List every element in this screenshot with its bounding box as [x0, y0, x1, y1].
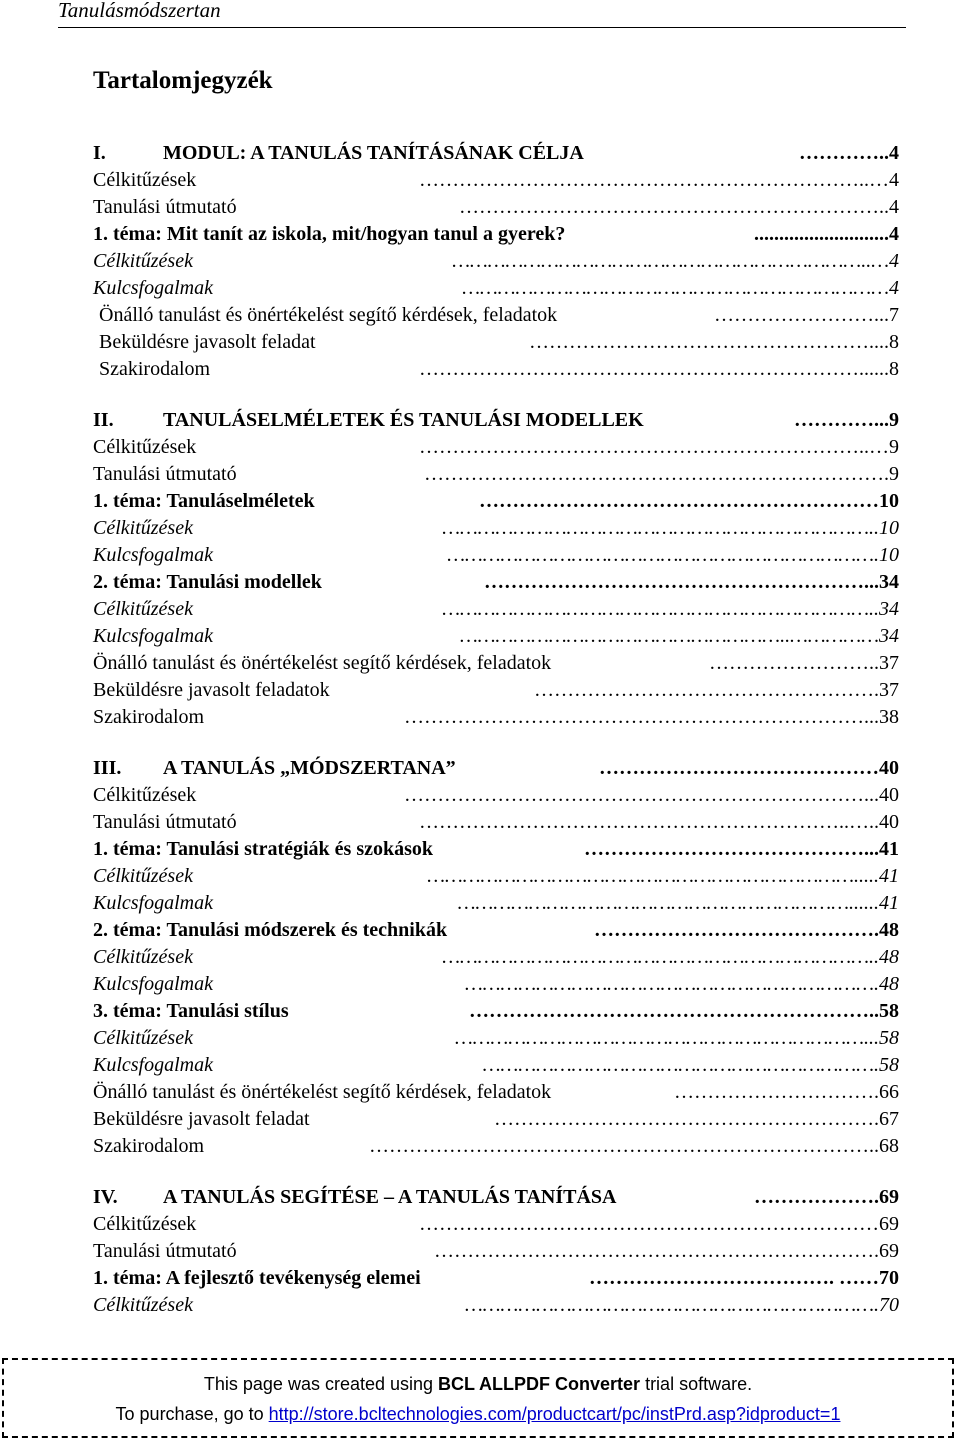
toc-page-number: 48: [879, 946, 899, 968]
toc-page-number: 68: [879, 1135, 899, 1157]
toc-entry[interactable]: [93, 1025, 899, 1052]
toc-entry-label: [93, 944, 193, 971]
toc-page-number: 8: [889, 331, 899, 353]
toc-page-number: 70: [879, 1294, 899, 1316]
toc-page-number: 40: [879, 811, 899, 833]
toc-entry-label: [93, 407, 644, 434]
toc-module-number: IV.: [93, 1186, 118, 1208]
toc-entry-text: Beküldésre javasolt feladat: [93, 1108, 310, 1130]
toc-leader-dots: …………………………………………………………......: [419, 358, 889, 380]
toc-topic-entry[interactable]: [93, 1265, 899, 1292]
toc-leader-dots: …………………………………………………………..…: [419, 169, 889, 191]
toc-leader-dots: ………………………………………………….: [494, 1108, 879, 1130]
toc-entry-text: Tanulási útmutató: [93, 463, 237, 485]
toc-page-number: 41: [879, 892, 899, 914]
toc-entry-text: Célkitűzések: [93, 1294, 193, 1316]
trial-banner: [2, 1358, 954, 1438]
toc-entry[interactable]: [93, 1211, 899, 1238]
toc-entry-label: [93, 1133, 204, 1160]
toc-page-number: 69: [879, 1186, 899, 1208]
toc-entry-text: Szakirodalom: [99, 358, 211, 380]
toc-entry-label: [93, 809, 237, 836]
toc-leader-dots: ……………………………………………………………….: [447, 544, 879, 566]
toc-entry[interactable]: [93, 596, 899, 623]
toc-page-number: 58: [879, 1000, 899, 1022]
toc-entry-text: MODUL: A TANULÁS TANÍTÁSÁNAK CÉLJA: [163, 142, 584, 164]
toc-entry-label: [93, 515, 193, 542]
toc-page-number: 69: [879, 1240, 899, 1262]
toc-entry-label: [93, 677, 330, 704]
purchase-prefix: To purchase, go to: [115, 1404, 269, 1424]
toc-entry-text: Tanulási útmutató: [93, 811, 237, 833]
toc-entry-label: [93, 650, 551, 677]
toc-entry-text: Kulcsfogalmak: [93, 892, 213, 914]
toc-entry-text: 3. téma: Tanulási stílus: [93, 1000, 289, 1022]
toc-leader-dots: …………………………………………………………….: [464, 973, 879, 995]
toc-leader-dots: …………………………………………………………………..: [369, 1135, 879, 1157]
toc-leader-dots: ……………………………………………………………..…: [452, 250, 889, 272]
toc-leader-dots: ………….: [794, 409, 879, 431]
toc-entry-label: [93, 1265, 421, 1292]
trial-banner-line1: [4, 1374, 952, 1395]
toc-entry-label: [93, 248, 193, 275]
toc-leader-dots: ……………………………………: [599, 757, 879, 779]
toc-page-number: 67: [879, 1108, 899, 1130]
toc-leader-dots: …………………………………….: [594, 919, 879, 941]
toc-entry-text: Önálló tanulást és önértékelést segítő kérdések, feladatok: [99, 304, 558, 326]
table-of-contents: [93, 140, 899, 1319]
toc-leader-dots: ………………………………………………………………..: [442, 598, 879, 620]
header-rule: [58, 27, 906, 28]
toc-entry-label: [93, 302, 557, 329]
toc-page-number: 38: [879, 706, 899, 728]
toc-entry-label: [93, 971, 213, 998]
toc-entry-text: Célkitűzések: [93, 436, 197, 458]
toc-entry[interactable]: [93, 329, 899, 356]
toc-leader-dots: ……………….: [754, 1186, 879, 1208]
toc-leader-dots: ……………………...: [714, 304, 889, 326]
toc-entry-label: [93, 356, 210, 383]
toc-entry-text: Kulcsfogalmak: [93, 1054, 213, 1076]
toc-topic-entry[interactable]: [93, 488, 899, 515]
toc-entry[interactable]: [93, 1238, 899, 1265]
toc-leader-dots: ……………………………………………....: [529, 331, 889, 353]
toc-entry-text: Célkitűzések: [93, 946, 193, 968]
toc-entry-label: [93, 917, 447, 944]
toc-page-number: 37: [879, 679, 899, 701]
toc-entry[interactable]: [93, 461, 899, 488]
toc-entry-text: Beküldésre javasolt feladat: [99, 331, 316, 353]
toc-entry-text: Célkitűzések: [93, 598, 193, 620]
toc-entry-text: Beküldésre javasolt feladatok: [93, 679, 330, 701]
toc-module-number: I.: [93, 142, 106, 164]
toc-leader-dots: …………………………………………….: [534, 679, 879, 701]
toc-entry-label: [93, 542, 213, 569]
toc-page-number: 10: [879, 544, 899, 566]
toc-page-number: 66: [879, 1081, 899, 1103]
toc-page-number: ..9: [879, 409, 899, 431]
toc-page-number: 8: [889, 358, 899, 380]
toc-entry-text: A TANULÁS „MÓDSZERTANA”: [163, 757, 456, 779]
toc-page-number: 34: [879, 625, 899, 647]
toc-entry-text: Kulcsfogalmak: [93, 625, 213, 647]
toc-module-number: II.: [93, 409, 114, 431]
toc-module-entry[interactable]: [93, 1184, 899, 1211]
toc-entry-label: [93, 1079, 551, 1106]
toc-entry-text: Célkitűzések: [93, 1027, 193, 1049]
toc-entry-label: [93, 1052, 213, 1079]
trial-suffix: trial software.: [640, 1374, 753, 1394]
toc-leader-dots: ………………………….: [674, 1081, 879, 1103]
toc-module-entry[interactable]: [93, 140, 899, 167]
toc-leader-dots: …………………………………………………………......: [457, 892, 879, 914]
toc-entry[interactable]: [93, 542, 899, 569]
toc-leader-dots: ……………………………………………………………...: [404, 706, 879, 728]
toc-page-number: 34: [879, 571, 899, 593]
toc-entry-label: [93, 890, 213, 917]
toc-entry-label: [93, 782, 196, 809]
toc-entry[interactable]: [93, 809, 899, 836]
toc-module-entry[interactable]: [93, 755, 899, 782]
toc-entry[interactable]: [93, 434, 899, 461]
toc-page-number: 40: [879, 784, 899, 806]
toc-entry[interactable]: [93, 650, 899, 677]
toc-entry[interactable]: [93, 194, 899, 221]
toc-entry-text: 2. téma: Tanulási módszerek és technikák: [93, 919, 448, 941]
toc-page-number: 4: [889, 142, 899, 164]
toc-page-number: 58: [879, 1054, 899, 1076]
toc-leader-dots: ………………………………………………………..: [459, 196, 889, 218]
running-header: Tanulásmódszertan: [58, 0, 221, 22]
toc-page-number: 9: [889, 463, 899, 485]
toc-entry[interactable]: [93, 248, 899, 275]
trial-prefix: This page was created using: [203, 1374, 439, 1394]
toc-entry-label: [93, 275, 213, 302]
toc-entry-label: [93, 1292, 193, 1319]
toc-page-number: 70: [879, 1267, 899, 1289]
toc-leader-dots: …………………………………………………...: [484, 571, 879, 593]
toc-entry-text: Szakirodalom: [93, 1135, 205, 1157]
toc-entry[interactable]: [93, 515, 899, 542]
toc-entry-text: Önálló tanulást és önértékelést segítő kérdések, feladatok: [93, 652, 552, 674]
toc-leader-dots: ………………………………………………………….: [434, 1240, 879, 1262]
toc-entry-text: Tanulási útmutató: [93, 196, 237, 218]
toc-entry-text: Célkitűzések: [93, 517, 193, 539]
toc-page-number: 41: [879, 838, 899, 860]
toc-entry-text: Kulcsfogalmak: [93, 544, 213, 566]
toc-entry[interactable]: [93, 1292, 899, 1319]
toc-topic-entry[interactable]: [93, 836, 899, 863]
toc-entry[interactable]: [93, 623, 899, 650]
toc-entry[interactable]: [93, 704, 899, 731]
toc-leader-dots: ………………………………………………………………..: [442, 517, 879, 539]
toc-leader-dots: …………………………………………………………..…: [419, 436, 889, 458]
toc-leader-dots: ……………………………………...: [584, 838, 879, 860]
toc-entry-label: [93, 329, 316, 356]
toc-entry[interactable]: [93, 971, 899, 998]
toc-entry-text: Célkitűzések: [93, 169, 197, 191]
toc-entry-text: 1. téma: Mit tanít az iskola, mit/hogyan tanul a gyerek?: [93, 223, 566, 245]
toc-entry-label: [93, 863, 193, 890]
trial-banner-line2: [4, 1404, 952, 1425]
toc-entry[interactable]: [93, 1079, 899, 1106]
toc-leader-dots: …………………………………………………………….: [464, 1294, 879, 1316]
toc-topic-entry[interactable]: [93, 998, 899, 1025]
toc-entry-label: [93, 755, 456, 782]
toc-page-number: 40: [879, 757, 899, 779]
toc-module-number: III.: [93, 757, 122, 779]
toc-page-number: 69: [879, 1213, 899, 1235]
toc-leader-dots: ………………………………………………………..…..: [419, 811, 879, 833]
toc-entry-text: Önálló tanulást és önértékelést segítő kérdések, feladatok: [93, 1081, 552, 1103]
toc-entry-label: [93, 1211, 196, 1238]
toc-leader-dots: ……………………………………………………………...: [454, 1027, 879, 1049]
toc-entry-text: Célkitűzések: [93, 1213, 197, 1235]
toc-leader-dots: ……………………..: [709, 652, 879, 674]
purchase-link[interactable]: http://store.bcltechnologies.com/productcart/pc/instPrd.asp?idproduct=1: [268, 1404, 841, 1424]
toc-entry[interactable]: [93, 356, 899, 383]
toc-page-number: 7: [889, 304, 899, 326]
toc-entry[interactable]: [93, 863, 899, 890]
toc-entry[interactable]: [93, 1052, 899, 1079]
toc-entry-label: [93, 434, 196, 461]
toc-entry[interactable]: [93, 677, 899, 704]
toc-page-number: 4: [889, 277, 899, 299]
toc-entry-text: TANULÁSELMÉLETEK ÉS TANULÁSI MODELLEK: [163, 409, 644, 431]
toc-entry-text: A TANULÁS SEGÍTÉSE – A TANULÁS TANÍTÁSA: [163, 1186, 617, 1208]
toc-entry-text: Célkitűzések: [93, 865, 193, 887]
toc-leader-dots: ……………………………………………………: [479, 490, 879, 512]
toc-entry[interactable]: [93, 1133, 899, 1160]
toc-page-number: 10: [879, 517, 899, 539]
toc-entry-text: 1. téma: Tanuláselméletek: [93, 490, 315, 512]
toc-page-number: 10: [879, 490, 899, 512]
toc-page-number: 9: [889, 436, 899, 458]
toc-entry-label: [93, 1106, 310, 1133]
toc-page-number: 37: [879, 652, 899, 674]
toc-topic-entry[interactable]: [93, 221, 899, 248]
toc-entry-label: [93, 623, 213, 650]
toc-page-number: 58: [879, 1027, 899, 1049]
toc-entry[interactable]: [93, 1106, 899, 1133]
toc-entry-label: [93, 1238, 237, 1265]
toc-entry-text: Kulcsfogalmak: [93, 277, 213, 299]
toc-entry-label: [93, 836, 433, 863]
toc-leader-dots: ………………………………………………………………: [462, 277, 889, 299]
toc-page-number: 48: [879, 919, 899, 941]
toc-entry[interactable]: [93, 782, 899, 809]
toc-entry-label: [93, 1025, 193, 1052]
toc-page-number: 34: [879, 598, 899, 620]
toc-leader-dots: ………………………………………………..……………: [459, 625, 879, 647]
toc-entry-label: [93, 596, 193, 623]
toc-leader-dots: ………………………………………………………………..: [442, 946, 879, 968]
toc-leader-dots: ……………………………………………………………...: [404, 784, 879, 806]
toc-entry-label: [93, 167, 196, 194]
toc-entry-text: Célkitűzések: [93, 784, 197, 806]
toc-topic-entry[interactable]: [93, 569, 899, 596]
toc-leader-dots: ……………………………………………………..: [469, 1000, 879, 1022]
toc-entry-label: [93, 194, 237, 221]
toc-entry-text: Szakirodalom: [93, 706, 205, 728]
toc-leader-dots: ……………………………………………………………: [419, 1213, 879, 1235]
toc-entry[interactable]: [93, 302, 899, 329]
toc-page-number: 4: [889, 223, 899, 245]
toc-entry-label: [93, 569, 322, 596]
toc-entry-label: [93, 140, 584, 167]
toc-entry-text: 1. téma: A fejlesztő tevékenység elemei: [93, 1267, 421, 1289]
toc-entry-label: [93, 1184, 617, 1211]
toc-entry[interactable]: [93, 890, 899, 917]
toc-leader-dots: …………..: [799, 142, 889, 164]
toc-entry-text: Kulcsfogalmak: [93, 973, 213, 995]
toc-entry-label: [93, 461, 237, 488]
toc-leader-dots: ………………………………. ……: [589, 1267, 879, 1289]
toc-leader-dots: ……………………………………………………………….....: [427, 865, 879, 887]
product-name: BCL ALLPDF Converter: [438, 1374, 641, 1394]
toc-entry[interactable]: [93, 944, 899, 971]
toc-leader-dots: ...........................: [754, 223, 889, 245]
toc-page-number: 4: [889, 169, 899, 191]
toc-entry-text: Célkitűzések: [93, 250, 193, 272]
toc-entry-text: 2. téma: Tanulási modellek: [93, 571, 322, 593]
toc-page-number: 4: [889, 196, 899, 218]
toc-page-number: 41: [879, 865, 899, 887]
toc-leader-dots: ………………………………………………………….: [482, 1054, 879, 1076]
toc-entry[interactable]: [93, 275, 899, 302]
toc-topic-entry[interactable]: [93, 917, 899, 944]
toc-entry-label: [93, 704, 204, 731]
toc-page-number: 4: [889, 250, 899, 272]
toc-entry-label: [93, 488, 315, 515]
toc-entry-text: Tanulási útmutató: [93, 1240, 237, 1262]
toc-entry[interactable]: [93, 167, 899, 194]
toc-leader-dots: …………………………………………………………….: [424, 463, 889, 485]
toc-module-entry[interactable]: [93, 407, 899, 434]
toc-entry-label: [93, 998, 289, 1025]
toc-title: Tartalomjegyzék: [93, 67, 273, 94]
toc-entry-label: [93, 221, 565, 248]
toc-page-number: 48: [879, 973, 899, 995]
toc-entry-text: 1. téma: Tanulási stratégiák és szokások: [93, 838, 434, 860]
